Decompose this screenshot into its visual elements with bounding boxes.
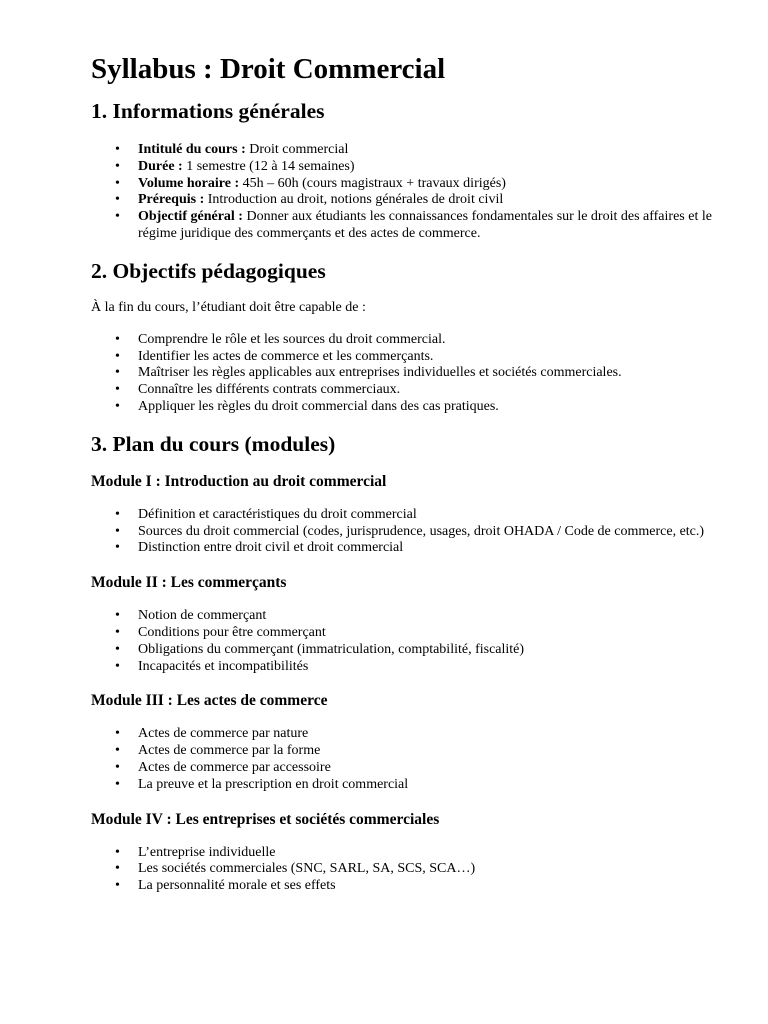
- list-item: • La preuve et la prescription en droit commercial: [138, 777, 728, 794]
- list-item: • La personnalité morale et ses effets: [138, 878, 728, 895]
- module-list: [91, 608, 728, 675]
- section-heading-objectives: 2. Objectifs pédagogiques: [91, 258, 326, 283]
- item-text: 45h – 60h (cours magistraux + travaux dirigés): [239, 175, 506, 191]
- list-item: [138, 159, 728, 176]
- list-item: • Actes de commerce par la forme: [138, 743, 728, 760]
- item-label: Prérequis :: [138, 192, 205, 208]
- module-title: Module II : Les commerçants: [91, 574, 287, 592]
- general-info-list: [91, 142, 728, 243]
- section-heading-general-info: 1. Informations générales: [91, 99, 325, 123]
- module-title: Module I : Introduction au droit commercial: [91, 472, 387, 490]
- list-item: • Comprendre le rôle et les sources du droit commercial.: [138, 332, 728, 349]
- item-label: Objectif général :: [138, 209, 243, 225]
- item-text: Introduction au droit, notions générales de droit civil: [204, 192, 504, 208]
- module-title: Module III : Les actes de commerce: [91, 692, 328, 710]
- list-item: • Distinction entre droit civil et droit commercial: [138, 540, 728, 557]
- list-item: • Conditions pour être commerçant: [138, 625, 728, 642]
- list-item: • Maîtriser les règles applicables aux entreprises individuelles et sociétés commerciales.: [138, 365, 728, 382]
- list-item: • L’entreprise individuelle: [138, 845, 728, 862]
- item-text: 1 semestre (12 à 14 semaines): [182, 158, 355, 174]
- list-item: • Actes de commerce par accessoire: [138, 760, 728, 777]
- list-item: [138, 142, 728, 159]
- objectives-intro: À la fin du cours, l’étudiant doit être capable de :: [91, 299, 366, 315]
- section-heading-course-plan: 3. Plan du cours (modules): [91, 431, 336, 456]
- module-list: [91, 507, 728, 557]
- item-text: Donner aux étudiants les connaissances fondamentales sur le droit des affaires et le régime juridique des commerçants et des actes de commerce.: [138, 209, 712, 241]
- list-item: [138, 192, 728, 209]
- list-item: • Notion de commerçant: [138, 608, 728, 625]
- list-item: • Connaître les différents contrats commerciaux.: [138, 382, 728, 399]
- item-label: Intitulé du cours :: [138, 142, 246, 157]
- item-text: Droit commercial: [245, 142, 349, 157]
- list-item: • Définition et caractéristiques du droit commercial: [138, 507, 728, 524]
- objectives-list: [91, 332, 728, 416]
- item-label: Volume horaire :: [138, 175, 240, 191]
- module-list: [91, 845, 728, 895]
- list-item: • Identifier les actes de commerce et les commerçants.: [138, 349, 728, 366]
- list-item: • Incapacités et incompatibilités: [138, 659, 728, 676]
- item-label: Durée :: [138, 158, 183, 174]
- list-item: • Les sociétés commerciales (SNC, SARL, SA, SCS, SCA…): [138, 861, 728, 878]
- list-item: [138, 209, 728, 243]
- module-title: Module IV : Les entreprises et sociétés commerciales: [91, 810, 440, 828]
- list-item: • Actes de commerce par nature: [138, 726, 728, 743]
- list-item: • Obligations du commerçant (immatriculation, comptabilité, fiscalité): [138, 642, 728, 659]
- list-item: • Sources du droit commercial (codes, jurisprudence, usages, droit OHADA / Code de commerce, etc.): [138, 524, 728, 541]
- list-item: [138, 176, 728, 193]
- document-title: Syllabus : Droit Commercial: [91, 53, 446, 85]
- list-item: • Appliquer les règles du droit commercial dans des cas pratiques.: [138, 399, 728, 416]
- module-list: [91, 726, 728, 793]
